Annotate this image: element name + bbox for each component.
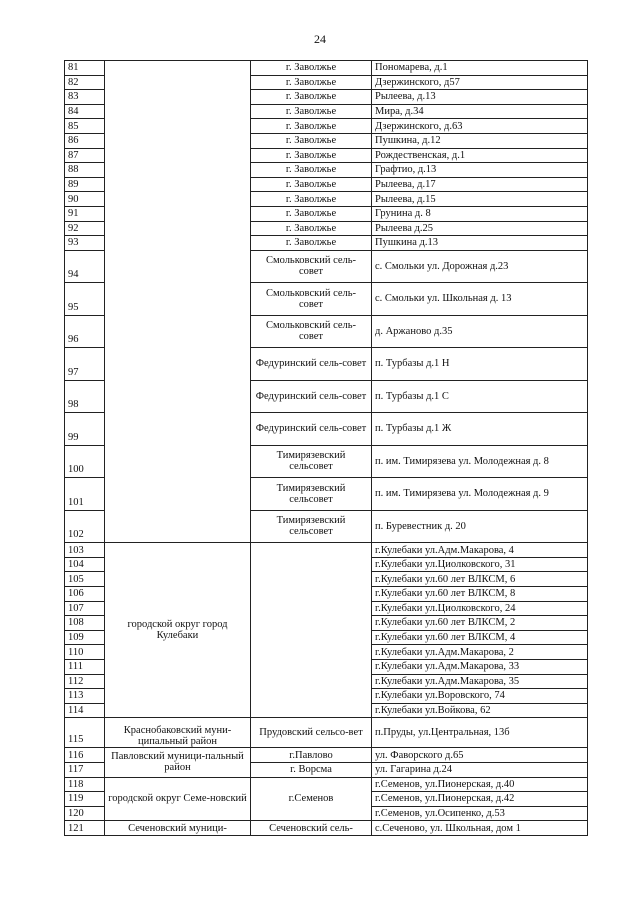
address-cell: ул. Гагарина д.24 [372, 762, 588, 777]
settlement-cell: г. Заволжье [251, 236, 372, 251]
settlement-cell: Федуринский сель-совет [251, 380, 372, 413]
address-cell: г.Кулебаки ул.Адм.Макарова, 4 [372, 543, 588, 558]
row-number: 96 [65, 315, 105, 348]
table-row [65, 718, 588, 748]
address-cell: Графтио, д.13 [372, 163, 588, 178]
table-row [65, 748, 588, 763]
row-number: 93 [65, 236, 105, 251]
settlement-cell: Тимирязевский сельсовет [251, 445, 372, 478]
address-cell: Мира, д.34 [372, 104, 588, 119]
address-cell: Дзержинского, д.63 [372, 119, 588, 134]
row-number: 89 [65, 177, 105, 192]
address-cell: г.Кулебаки ул.Воровского, 74 [372, 689, 588, 704]
row-number: 107 [65, 601, 105, 616]
row-number: 105 [65, 572, 105, 587]
row-number: 103 [65, 543, 105, 558]
address-cell: Пушкина д.13 [372, 236, 588, 251]
address-cell: Пономарева, д.1 [372, 61, 588, 76]
settlement-cell: Смольковский сель-совет [251, 283, 372, 316]
row-number: 82 [65, 75, 105, 90]
row-number: 108 [65, 616, 105, 631]
settlement-cell: Федуринский сель-совет [251, 413, 372, 446]
address-cell: ул. Фаворского д.65 [372, 748, 588, 763]
table-row [65, 543, 588, 558]
address-cell: г.Кулебаки ул.Адм.Макарова, 35 [372, 674, 588, 689]
address-cell: д. Аржаново д.35 [372, 315, 588, 348]
settlement-cell: г. Заволжье [251, 61, 372, 76]
row-number: 102 [65, 510, 105, 543]
address-cell: г.Кулебаки ул.Адм.Макарова, 2 [372, 645, 588, 660]
settlement-cell: г. Заволжье [251, 192, 372, 207]
address-cell: с.Сеченово, ул. Школьная, дом 1 [372, 821, 588, 836]
row-number: 87 [65, 148, 105, 163]
settlement-cell: г. Заволжье [251, 148, 372, 163]
row-number: 118 [65, 777, 105, 792]
row-number: 90 [65, 192, 105, 207]
row-number: 112 [65, 674, 105, 689]
address-cell: г.Семенов, ул.Пионерская, д.40 [372, 777, 588, 792]
district-cell: городской округ Семе-новский [105, 777, 251, 821]
address-cell: с. Смольки ул. Дорожная д.23 [372, 250, 588, 283]
address-cell: п. Турбазы д.1 Ж [372, 413, 588, 446]
row-number: 83 [65, 90, 105, 105]
settlement-cell: г. Ворсма [251, 762, 372, 777]
row-number: 117 [65, 762, 105, 777]
row-number: 91 [65, 206, 105, 221]
address-cell: Грунина д. 8 [372, 206, 588, 221]
address-cell: Рылеева, д.15 [372, 192, 588, 207]
address-cell: п. им. Тимирязева ул. Молодежная д. 8 [372, 445, 588, 478]
settlement-cell: г. Заволжье [251, 206, 372, 221]
address-cell: г.Семенов, ул.Пионерская, д.42 [372, 792, 588, 807]
settlement-cell: Тимирязевский сельсовет [251, 478, 372, 511]
row-number: 81 [65, 61, 105, 76]
settlement-cell: г. Заволжье [251, 163, 372, 178]
settlement-cell: г.Семенов [251, 777, 372, 821]
address-cell: г.Кулебаки ул.60 лет ВЛКСМ, 4 [372, 630, 588, 645]
district-cell: Краснобаковский муни-ципальный район [105, 718, 251, 748]
address-cell: г.Кулебаки ул.60 лет ВЛКСМ, 2 [372, 616, 588, 631]
table-row [65, 777, 588, 792]
row-number: 86 [65, 133, 105, 148]
row-number: 121 [65, 821, 105, 836]
address-cell: Рылеева, д.17 [372, 177, 588, 192]
address-cell: г.Кулебаки ул.Адм.Макарова, 33 [372, 659, 588, 674]
row-number: 98 [65, 380, 105, 413]
address-cell: г.Кулебаки ул.60 лет ВЛКСМ, 8 [372, 587, 588, 602]
row-number: 115 [65, 718, 105, 748]
address-cell: г.Кулебаки ул.60 лет ВЛКСМ, 6 [372, 572, 588, 587]
address-cell: п. Турбазы д.1 С [372, 380, 588, 413]
row-number: 95 [65, 283, 105, 316]
district-cell: городской округ город Кулебаки [105, 543, 251, 718]
row-number: 113 [65, 689, 105, 704]
row-number: 119 [65, 792, 105, 807]
settlement-cell: Смольковский сель-совет [251, 250, 372, 283]
settlement-cell: Смольковский сель-совет [251, 315, 372, 348]
settlement-cell: Тимирязевский сельсовет [251, 510, 372, 543]
page-number: 24 [314, 32, 326, 46]
row-number: 114 [65, 703, 105, 718]
row-number: 116 [65, 748, 105, 763]
address-cell: Рылеева, д.13 [372, 90, 588, 105]
row-number: 92 [65, 221, 105, 236]
district-cell: Павловский муници-пальный район [105, 748, 251, 777]
address-cell: г.Кулебаки ул.Войкова, 62 [372, 703, 588, 718]
table-row [65, 821, 588, 836]
settlement-cell: Федуринский сель-совет [251, 348, 372, 381]
settlement-cell: г. Заволжье [251, 133, 372, 148]
settlement-cell: г. Заволжье [251, 177, 372, 192]
address-cell: Дзержинского, д57 [372, 75, 588, 90]
settlement-cell: г. Заволжье [251, 119, 372, 134]
row-number: 97 [65, 348, 105, 381]
settlement-cell: г.Павлово [251, 748, 372, 763]
district-cell-empty [105, 61, 251, 543]
settlement-cell-empty [251, 543, 372, 718]
address-cell: г.Семенов, ул.Осипенко, д.53 [372, 806, 588, 821]
address-cell: п. им. Тимирязева ул. Молодежная д. 9 [372, 478, 588, 511]
address-cell: Рождественская, д.1 [372, 148, 588, 163]
settlement-cell: Прудовский сельсо-вет [251, 718, 372, 748]
row-number: 100 [65, 445, 105, 478]
row-number: 109 [65, 630, 105, 645]
address-cell: г.Кулебаки ул.Циолковского, 24 [372, 601, 588, 616]
address-cell: п. Турбазы д.1 Н [372, 348, 588, 381]
row-number: 94 [65, 250, 105, 283]
row-number: 106 [65, 587, 105, 602]
settlement-cell: г. Заволжье [251, 104, 372, 119]
row-number: 88 [65, 163, 105, 178]
row-number: 120 [65, 806, 105, 821]
address-cell: Пушкина, д.12 [372, 133, 588, 148]
address-cell: п.Пруды, ул.Центральная, 13б [372, 718, 588, 748]
settlement-cell: г. Заволжье [251, 90, 372, 105]
row-number: 85 [65, 119, 105, 134]
settlement-cell: г. Заволжье [251, 221, 372, 236]
table-row [65, 61, 588, 76]
address-cell: п. Буревестник д. 20 [372, 510, 588, 543]
row-number: 84 [65, 104, 105, 119]
row-number: 111 [65, 659, 105, 674]
settlement-cell: Сеченовский сель- [251, 821, 372, 836]
settlement-cell: г. Заволжье [251, 75, 372, 90]
polling-stations-table [64, 60, 588, 836]
address-cell: с. Смольки ул. Школьная д. 13 [372, 283, 588, 316]
row-number: 104 [65, 557, 105, 572]
address-cell: г.Кулебаки ул.Циолковского, 31 [372, 557, 588, 572]
row-number: 101 [65, 478, 105, 511]
address-cell: Рылеева д.25 [372, 221, 588, 236]
row-number: 110 [65, 645, 105, 660]
district-cell: Сеченовский муници- [105, 821, 251, 836]
row-number: 99 [65, 413, 105, 446]
